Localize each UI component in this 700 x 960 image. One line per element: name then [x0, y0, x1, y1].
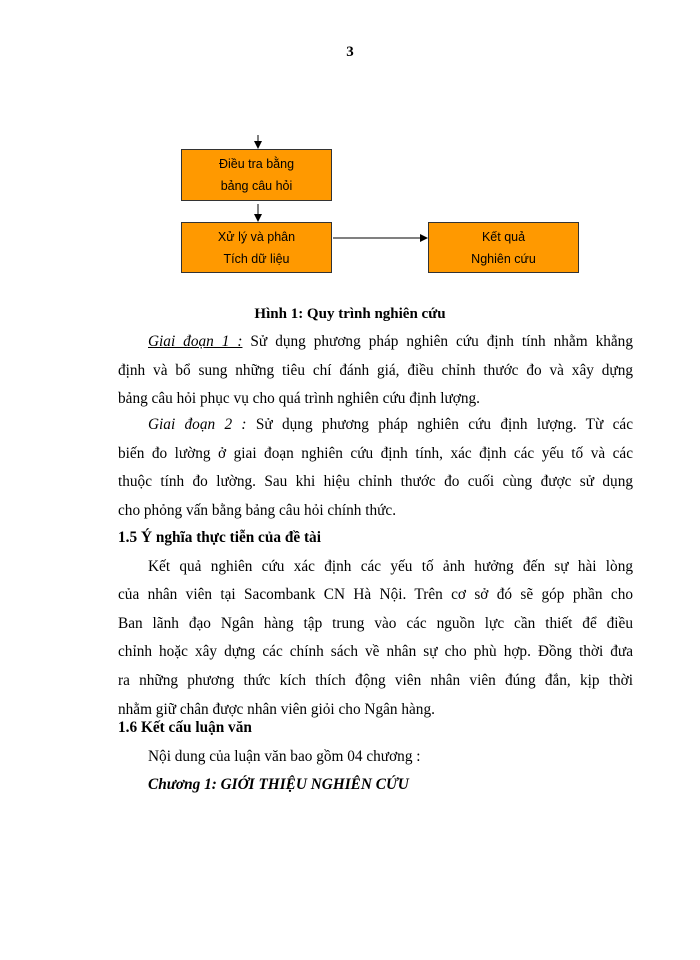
section-1-5-line-1: Kết quả nghiên cứu xác định các yếu tố ảnh hưởng đến sự hài lòng: [148, 557, 633, 575]
chapter-1-title: Chương 1: GIỚI THIỆU NGHIÊN CỨU: [148, 776, 409, 794]
section-1-6-intro: Nội dung của luận văn bao gồm 04 chương :: [148, 747, 421, 765]
section-1-5: [118, 524, 633, 724]
section-1-5-heading: 1.5 Ý nghĩa thực tiễn của đề tài: [118, 529, 321, 546]
page-number: 3: [346, 44, 354, 60]
section-1-5-line-2: của nhân viên tại Sacombank CN Hà Nội. Trên cơ sở đó sẽ góp phần cho: [118, 586, 633, 604]
stage1-line-3: bảng câu hỏi phục vụ cho quá trình nghiên cứu định lượng.: [118, 390, 480, 408]
stage2-label: Giai đoạn 2 :: [148, 416, 247, 433]
section-1-5-line-3: Ban lãnh đạo Ngân hàng tập trung vào các nguồn lực cần thiết để điều: [118, 614, 633, 632]
stage2-line-4: cho phỏng vấn bằng bảng câu hỏi chính thức.: [118, 501, 397, 519]
result-step-line2: Nghiên cứu: [471, 251, 536, 266]
stage1-paragraph: [118, 328, 633, 414]
result-step-box: [428, 222, 579, 273]
section-1-6-heading: 1.6 Kết cấu luận văn: [118, 719, 252, 736]
survey-step-line1: Điều tra bằng: [218, 157, 295, 171]
stage2-line-2: biến đo lường ở giai đoạn nghiên cứu định tính, xác định các yếu tố và các: [118, 444, 633, 462]
survey-step-line2: bảng câu hỏi: [220, 179, 293, 193]
result-step-line1: Kết quả: [481, 229, 526, 244]
process-step-box: [181, 222, 332, 273]
section-1-5-line-5: ra những phương thức kích thích động viên nhân viên đúng đắn, kịp thời: [118, 671, 633, 689]
stage2-line-3: thuộc tính đo lường. Sau khi hiệu chỉnh thước đo cuối cùng được sử dụng: [118, 473, 633, 491]
stage1-line-1: [118, 328, 633, 357]
stage1-line-2: định và bổ sung những tiêu chí đánh giá, điều chỉnh thước đo và xây dựng: [118, 361, 633, 379]
section-1-5-line-4: chỉnh hoặc xây dựng các chính sách về nhân sự cho phù hợp. Đồng thời đưa: [118, 643, 633, 661]
section-1-6: [118, 714, 633, 800]
process-step-line1: Xử lý và phân: [217, 229, 296, 244]
stage2-text-1: Sử dụng phương pháp nghiên cứu định lượng. Từ các: [246, 416, 633, 433]
stage2-paragraph: [118, 411, 633, 525]
process-step-line2: Tích dữ liệu: [223, 251, 290, 266]
figure-caption: Hình 1: Quy trình nghiên cứu: [254, 306, 446, 322]
research-process-diagram: [0, 0, 700, 300]
survey-step-box: [181, 149, 332, 201]
stage1-label: Giai đoạn 1 :: [148, 333, 243, 350]
stage1-text-1: Sử dụng phương pháp nghiên cứu định tính nhằm khẳng: [242, 333, 633, 350]
diagram-arrows: [0, 0, 700, 300]
stage2-line-1: [118, 411, 633, 440]
section-1-5-line-6: nhằm giữ chân được nhân viên giỏi cho Ngân hàng.: [118, 700, 435, 718]
